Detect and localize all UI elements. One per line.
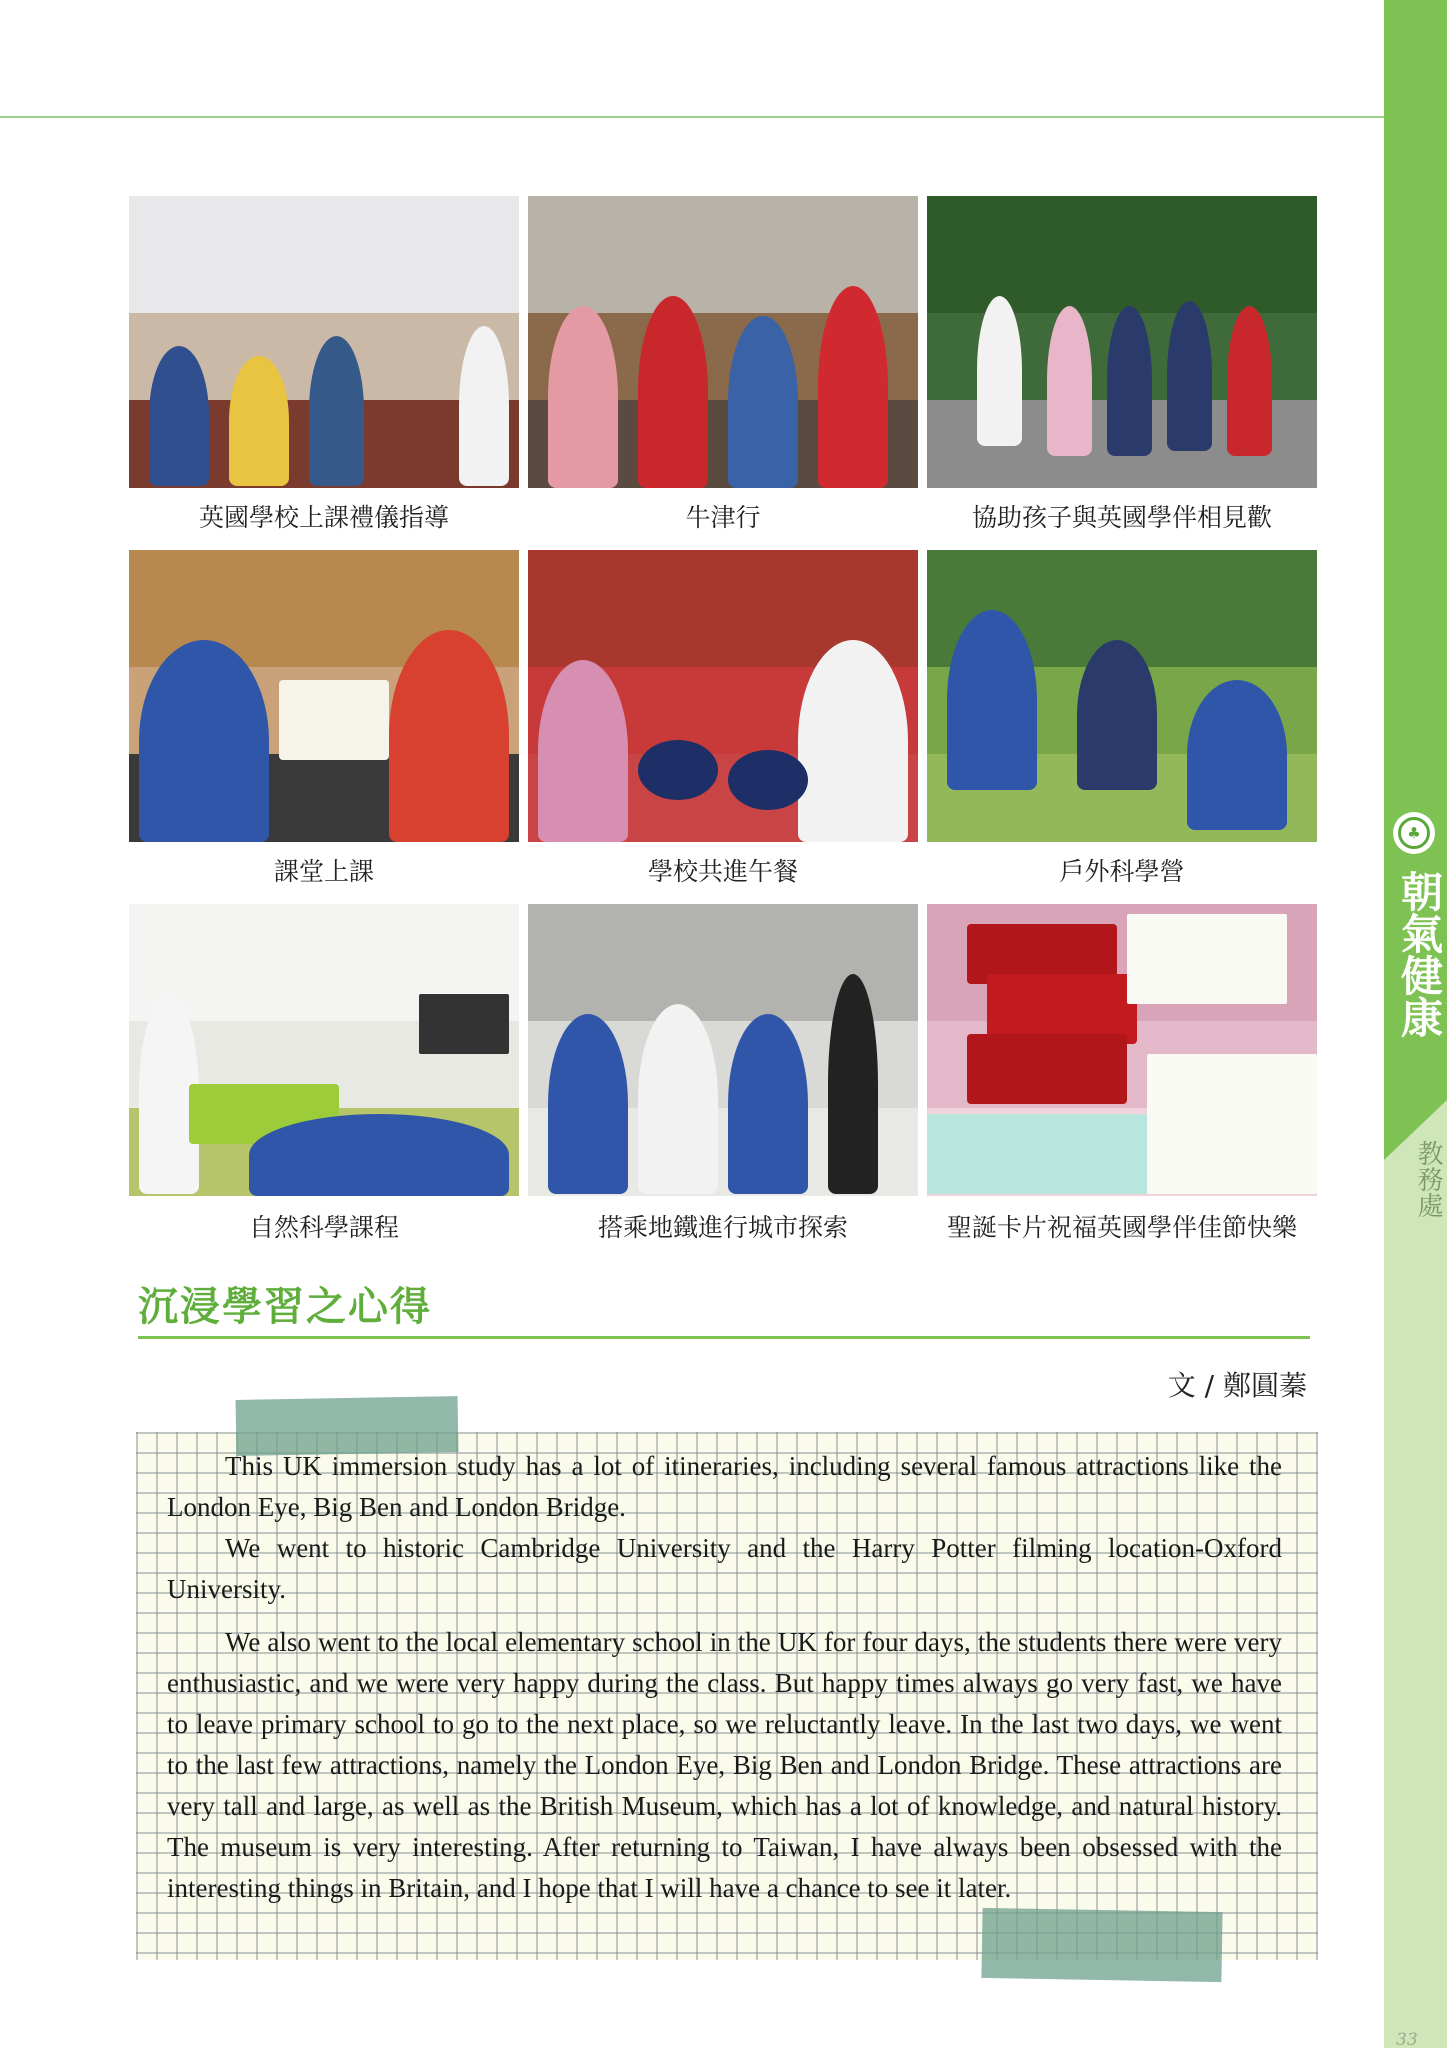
photo-caption: 聖誕卡片祝福英國學伴佳節快樂 <box>946 1213 1297 1242</box>
photo-outdoor-science-camp <box>927 550 1317 842</box>
photo-caption: 搭乘地鐵進行城市探索 <box>597 1213 848 1242</box>
article-paragraph: We went to historic Cambridge University and the Harry Potter filming location-Oxford University. <box>167 1533 1282 1604</box>
article-heading: 沉浸學習之心得 <box>138 1283 432 1330</box>
photo-caption: 自然科學課程 <box>248 1213 399 1242</box>
photo-caption: 學校共進午餐 <box>647 857 798 886</box>
article-body <box>167 1446 1282 1909</box>
photo-meeting-buddies <box>927 196 1317 488</box>
page-number: 33 <box>1396 2030 1418 2050</box>
article-byline: 文 / 鄭圓蓁 <box>1167 1369 1307 1402</box>
school-emblem-icon: ♣ <box>1393 812 1435 854</box>
photo-school-lunch <box>528 550 918 842</box>
top-rule <box>0 116 1384 118</box>
photo-classroom-lesson <box>129 550 519 842</box>
photo-classroom-etiquette <box>129 196 519 488</box>
photo-caption: 英國學校上課禮儀指導 <box>198 503 449 532</box>
photo-natural-science-class <box>129 904 519 1196</box>
department-label: 教務處 <box>1413 1140 1443 1218</box>
photo-caption: 戶外科學營 <box>1059 857 1185 886</box>
photo-caption: 協助孩子與英國學伴相見歡 <box>971 503 1272 532</box>
article-paragraph: This UK immersion study has a lot of itineraries, including several famous attractions like the London Eye, Big Ben and London Bridge. <box>167 1451 1282 1522</box>
article-paragraph: We also went to the local elementary school in the UK for four days, the students there were very enthusiastic, and we were very happy during the class. But happy times always go very fast, we have to leave primary school to go to the next place, so we reluctantly leave. In the last two days, we went to the last few attractions, namely the London Eye, Big Ben and London Bridge. These attractions are very tall and large, as well as the British Museum, which has a lot of knowledge, and natural history. The museum is very interesting. After returning to Taiwan, I have always been obsessed with the interesting things in Britain, and I hope that I will have a chance to see it later. <box>167 1627 1282 1903</box>
photo-oxford-trip <box>528 196 918 488</box>
tape-bottom <box>981 1908 1222 1982</box>
photo-subway-exploration <box>528 904 918 1196</box>
photo-christmas-cards <box>927 904 1317 1196</box>
photo-caption: 牛津行 <box>685 503 761 532</box>
photo-caption: 課堂上課 <box>273 857 374 886</box>
heading-rule <box>138 1336 1310 1339</box>
section-title: 朝氣健康 <box>1395 870 1444 1038</box>
